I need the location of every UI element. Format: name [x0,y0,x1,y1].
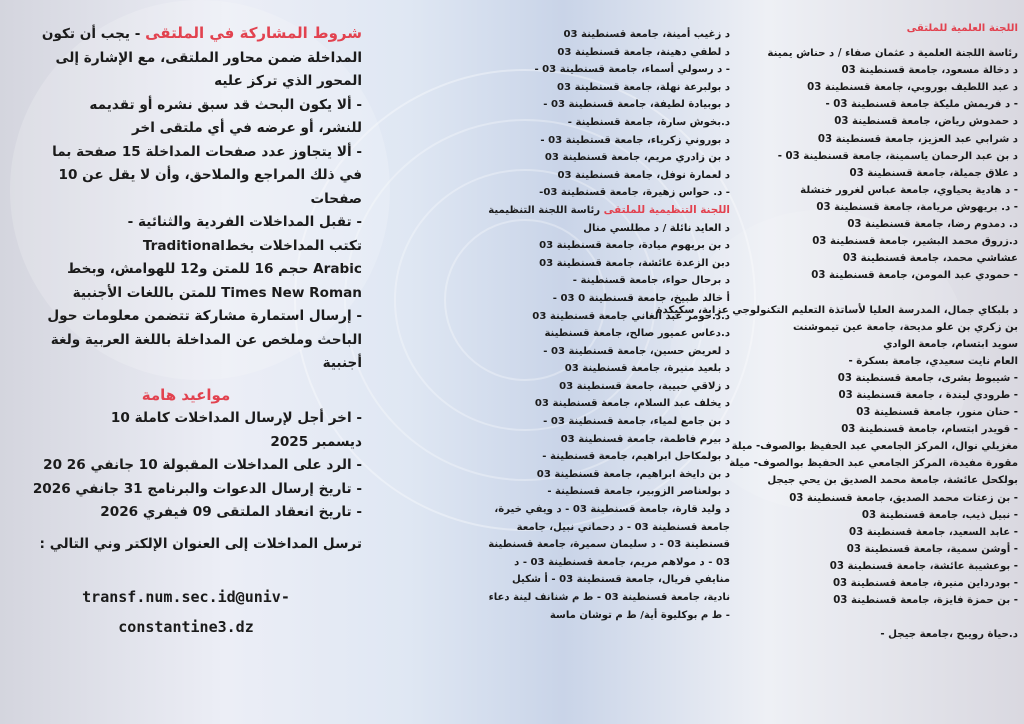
committee-member: د علاق جميلة، جامعة قسنطينة 03 [849,167,1018,179]
committee-member: مغزيلي نوال، المركز الجامعي عبد الحفيظ بوالصوف- ميلة [731,441,1018,453]
committee-member: د العايد نائلة / د مطلسي منال [583,222,730,234]
committee-member: د حمدوش رياض، جامعة قسنطينة 03 [834,116,1018,128]
committee-member: د دخالة مسعود، جامعة قسنطينة 03 [841,65,1018,77]
deadline-item: - تاريخ انعقاد الملتقى 09 فيفري 2026 [100,504,362,520]
committee-member: بولكحل عائشة، جامعة محمد الصديق بن يحي جيجل [767,475,1018,487]
conditions-heading-row [10,22,362,47]
committee-member: - نبيل ذيب، جامعة قسنطينة 03 [861,509,1018,521]
committee-member: - طرودي ليندة ، جامعة قسنطينة 03 [838,389,1018,401]
committee-member: - شيبوط بشرى، جامعة قسنطينة 03 [837,372,1018,384]
committee-member: د بن عبد الرحمان ياسمينة، جامعة قسنطينة 03 - [777,150,1018,162]
committee-member [742,284,1018,301]
committee-member: د وليد قارة، جامعة قسنطينة 03 - د ويفي خيرة، [494,504,730,516]
committee-member: د بن دايخة ابراهيم، جامعة قسنطينة 03 [536,468,730,480]
committee-member: - د. حواس زهيرة، جامعة قسنطينة 03- [539,187,730,199]
condition-line: صفحات [310,190,362,207]
committee-member: د بن زادري مريم، جامعة قسنطينة 03 [544,152,730,164]
conditions-heading: شروط المشاركة في الملتقى [145,24,362,42]
committee-member: د لعريض حسين، جامعة قسنطينة 03 - [543,345,730,357]
committee-member: د لعمارة نوفل، جامعة قسنطينة 03 [557,169,730,181]
email-address-line-1[interactable]: transf.num.sec.id@univ- [82,588,290,606]
committee-member: د بوبيادة لطيفة، جامعة قسنطينة 03 - [543,99,730,111]
committee-member: نادية، جامعة قسنطينة 03 - ط م شنانف لينة دعاء [488,592,730,603]
committee-member: د زلاقي حبيبة، جامعة قسنطينة 03 [559,380,730,392]
committee-member: د عبد اللطيف بوروبي، جامعة قسنطينة 03 [807,82,1018,94]
organizing-committee-heading: اللجنة التنظيمية للملتقى [603,203,730,216]
committee-member: د بوروني زكرياء، جامعة قسنطينة 03 - [540,134,730,146]
deadline-item: - اخر أجل لإرسال المداخلات كاملة 10 [110,410,362,426]
committee-member: - بودرداين منيرة، جامعة قسنطينة 03 [832,578,1018,589]
deadline-item: ديسمبر 2025 [270,433,362,450]
condition-line: Arabic حجم 16 للمتن و12 للهوامش، وبخط [67,261,362,277]
committee-member: أ خالد طبيخ، جامعة قسنطينة 0 03 - [552,292,730,304]
condition-line: Times New Roman للمتن باللغات الأجنبية [72,284,362,301]
committee-member: جامعة قسنطينة 03 - د دحماني نبيل، جامعة [516,521,730,533]
left-column [10,22,362,642]
committee-member: د.حياة رويبح ،جامعة جيجل - [880,629,1018,641]
committee-member [742,609,1018,626]
committee-member: د برحال حواء، جامعة قسنطينة - [572,275,730,287]
committee-member: - بن زعتات محمد الصديق، جامعة قسنطينة 03 [789,492,1018,504]
committee-member: - د. بريهوش مريامة، جامعة قسنطينة 03 [816,201,1018,213]
committee-member: د لطفي دهينة، جامعة قسنطينة 03 [557,46,730,58]
conditions-first-tail: - يجب أن تكون [41,26,146,42]
condition-line: للنشر، أو عرضه في أي ملتقى اخر [131,120,362,136]
condition-line: تكتب المداخلات بخطTraditional [142,237,362,254]
committee-member: د يخلف عبد السلام، جامعة قسنطينة 03 [534,398,730,410]
committee-member: - ط م بوكليوة أية/ ط م توشان ماسة [549,609,730,621]
committee-member: د بيرم فاطمة، جامعة قسنطينة 03 [560,433,730,445]
condition-line: - إرسال استمارة مشاركة تتضمن معلومات حول [47,308,362,324]
condition-line: المحور الذي تركز عليه [214,73,362,89]
committee-member: د بولبرعة نهلة، جامعة قسنطينة 03 [557,81,730,93]
committee-member: د شرابي عبد العزيز، جامعة قسنطينة 03 [817,133,1018,145]
committee-member: منايفي فريال، جامعة قسنطينة 03 - أ شكيل [511,574,730,586]
deadlines-list [10,407,362,525]
committee-member: بن زكري بن علو مديحة، جامعة عين تيموشنت [792,321,1018,333]
committee-member: - بن حمزة فايزة، جامعة قسنطينة 03 [833,595,1018,607]
committee-member: العام نايت سعيدي، جامعة بسكرة - [848,355,1018,367]
condition-line: الباحث وملخص عن المداخلة باللغة العربية ولغة [50,331,362,348]
committee-member: - بوعشيبة عائشة، جامعة قسنطينة 03 [829,560,1018,572]
deadline-item: - الرد على المداخلات المقبولة 10 جانفي 26 20 [43,457,362,473]
committee-member: عشاشي محمد، جامعة قسنطينة 03 [842,253,1018,265]
condition-line: أجنبية [322,355,362,371]
scientific-committee-continued-list [412,26,730,202]
committee-member: - د فريمش مليكة جامعة قسنطينة 03 - [825,99,1018,111]
condition-line: في ذلك المراجع والملاحق، وأن لا يقل عن 10 [58,167,362,183]
email-address-line-2[interactable]: constantine3.dz [118,618,254,636]
condition-line: - تقبل المداخلات الفردية والثنائية - [127,214,362,230]
committee-member: 03 - د مولاهم مريم، جامعة قسنطينة 03 - د [514,556,730,568]
organizing-committee-chair-label: رئاسة اللجنة التنظيمية [488,204,604,216]
committee-member: - حمودي عبد المومن، جامعة قسنطينة 03 [811,270,1018,282]
scientific-committee-heading: اللجنة العلمية للملتقى [906,23,1018,34]
email-intro: ترسل المداخلات إلى العنوان الإلكتر وني التالي : [39,535,362,552]
deadline-item: - تاريخ إرسال الدعوات والبرنامج 31 جانفي 2026 [32,480,362,497]
committee-member: د.بخوش سارة، جامعة قسنطينة - [567,116,730,128]
committee-member: د بلعيد منيرة، جامعة قسنطينة 03 [564,363,730,375]
organizing-committee-list [412,220,730,625]
committee-member: مقورة مفيدة، المركز الجامعي عبد الحفيظ بوالصوف- ميلة [729,458,1018,470]
committee-member: د بن جامع لمياء، جامعة قسنطينة 03 - [543,416,730,428]
committee-member: - حنان منور، جامعة قسنطينة 03 [856,407,1018,419]
committee-member: د.زروق محمد البشير، جامعة قسنطينة 03 [812,236,1018,248]
committee-member: د بولعناصر الزوبير، جامعة قسنطينة - [547,486,730,498]
committee-member: - د هادية يحياوي، جامعة عباس لغرور خنشلة [800,184,1018,196]
committee-member: رئاسة اللجنة العلمية د عثمان صفاء / د حناش يمينة [767,48,1018,60]
condition-line: - ألا يتجاوز عدد صفحات المداخلة 15 صفحة بما [52,143,362,160]
committee-member: د. دمدوم رضا، جامعة قسنطينة 03 [847,219,1018,231]
committee-member: سويد ابتسام، جامعة الوادي [883,338,1018,350]
committee-member: قسنطينة 03 - د سليمان سميرة، جامعة قسنطينة [488,539,730,551]
committee-member: - عابد السعيد، جامعة قسنطينة 03 [848,526,1018,538]
deadlines-heading: مواعيد هامة [141,385,231,404]
committee-member: د.د.حومر عبد الغاني جامعة قسنطينة 03 [532,310,730,322]
committee-member: د بولمكاحل ابراهيم، جامعة قسنطينة - [542,451,730,463]
committee-member: د بن بريهوم ميادة، جامعة قسنطينة 03 [539,240,730,252]
middle-column [412,26,730,624]
committee-member: د.دعاس عميور صالح، جامعة قسنطينة [544,328,730,340]
organizing-committee-heading-row [412,202,730,220]
committee-member: د زغيب أمينة، جامعة قسنطينة 03 [563,29,730,40]
committee-member: - د رسولي أسماء، جامعة قسنطينة 03 - [534,64,730,76]
condition-line: المداخلة ضمن محاور الملتقى، مع الإشارة إلى [55,49,362,66]
committee-member: - قويدر ابتسام، جامعة قسنطينة 03 [841,424,1018,436]
committee-member: دبن الزعدة عائشة، جامعة قسنطينة 03 [539,257,730,269]
committee-member: - أوشن سمية، جامعة قسنطينة 03 [846,543,1018,555]
conditions-list [10,47,362,376]
committee-member: د بلبكاي جمال، المدرسة العليا لأساتذة التعليم التكنولوجي عزابة، سكيكدة [656,304,1018,316]
condition-line: - ألا يكون البحث قد سبق نشره أو تقديمه [89,96,362,113]
